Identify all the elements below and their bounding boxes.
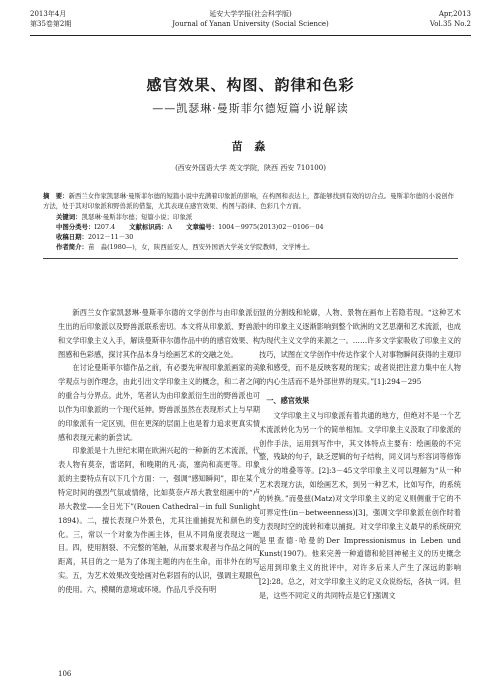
abstract — [43, 191, 458, 211]
header-issue: 第35卷第2期 — [30, 20, 72, 28]
header-journal-en: Journal of Yanan University (Social Science) — [172, 20, 329, 28]
paragraph: 文学印象主义与印象派有着共通的地方，但绝对不是一个艺术流派转化为另一个的简单相加。文学印象主义汲取了印象派的创作手法，运用到写作中，其文体特点主要有：绘画般的不完整，残缺的句子，缺乏逻辑的句子结构，同义词与形容词等修饰成分的堆叠等等。[2]:3－45文学印象主义可以理解为“从一种艺术表现方法，如绘画艺术，到另一种艺术，比如写作，的系统的转换。”而曼兹(Matz)对文学印象主义的定义则侧重于它的不可界定性(in－betweenness)[3]，强调文学印象派在创作时着力表现时空的流转和难以捕捉。对文学印象主义最早的系统研究是里查德·哈曼的Der Impressionismus in Leben und Kunst(1907)。他来完善一种道德和轮回神秘主义的历史概念运用到印象主义的批评中，对许多后来人产生了深远的影响[2]:28。总之，对文学印象主义的定义众说纷纭，各执一词。但是，这些不同定义的共同特点是它们强调文 — [259, 410, 461, 600]
doc-label: 文献标识码： — [129, 223, 168, 231]
paper-subtitle: ——凯瑟琳·曼斯菲尔德短篇小说解读 — [152, 102, 349, 115]
header-date: 2013年4月 — [30, 10, 67, 18]
paragraph: 显的分割线和轮廓，人物、景物在画布上若隐若现。“这种艺术中的印象主义逐渐影响到整个欧洲的文艺思潮和艺术流派，也成为现代主义文学的来源之一。……许多文学家吸收了印象主义的技巧，试图在文学创作中传达作家个人对事物瞬间获得的主观印象和感受，而不是反映客观的现实；或者说把注意力集中在人物的内心生活而不是外部世界的现实。”[1]:294－295 — [259, 308, 461, 387]
received-text: 2012－11－30 — [87, 233, 134, 241]
doc-value: A — [167, 223, 173, 231]
article-label: 文章编号： — [186, 223, 219, 231]
divider — [43, 258, 458, 259]
author-affiliation: (西安外国语大学 英文学院，陕西 西安 710100) — [175, 164, 326, 172]
header-vol-en: Vol.35 No.2 — [429, 20, 471, 28]
header-date-en: Apr,2013 — [438, 10, 471, 18]
article-value: 1004－9975(2013)02－0106－04 — [218, 223, 324, 231]
abstract-label: 摘 要： — [43, 192, 69, 200]
body-column-right — [259, 306, 461, 603]
page-number: 106 — [58, 670, 72, 678]
author-bio — [56, 242, 458, 252]
paragraph: 印象派是十九世纪末期在欧洲兴起的一种新的艺术流派，代表人物有莫奈，雷诺阿，和晚期的凡·高，塞尚和高更等。印象派的主要特点有以下几个方面：一，强调“感知瞬间”，即在某个特定时间的强烈气氛或情绪，比如莫奈卢昂大教堂组画中的“卢昂大教堂——全日光下”(Rouen Cathedral－in full Sunlight 1894)。二，擅长表现户外景色，尤其注重捕捉光和颜色的变化。三，常以一个对象为作画主体，但从不同角度表现这一题目。四，使用割裂、不完整的笔触，从而要求观者与作品之间的距离，其目的之一是为了体现主题的内在生命，而非外在的写实。五，为艺术效果改变绘画对色彩固有的认识，强调主观眼色的使用。六，模糊的意境或环境。作品几乎没有明 — [58, 446, 260, 594]
paragraph: 新西兰女作家凯瑟琳·曼斯菲尔德的文学创作与由印象派衍生出的后印象派以及野兽派联系密切。本文将从印象派、野兽派和文学印象主义入手，解读曼斯菲尔德作品中的的感官效果、构图感和色彩感，探讨其作品本身与绘画艺术的交融之处。 — [58, 308, 260, 359]
clc-label: 中图分类号： — [56, 223, 95, 231]
keywords-label: 关键词： — [56, 213, 82, 221]
clc-value: I207.4 — [94, 223, 116, 231]
body-column-left — [58, 306, 260, 597]
header-journal-cn: 延安大学学报(社会科学版) — [209, 10, 292, 18]
classification — [56, 222, 458, 232]
received-label: 收稿日期： — [56, 233, 88, 241]
header-right — [430, 9, 471, 29]
header-center — [30, 9, 471, 29]
author-bio-label: 作者简介： — [56, 243, 88, 251]
keywords-text: 凯瑟琳·曼斯菲尔德；短篇小说；印象派 — [81, 213, 193, 221]
running-header — [30, 9, 471, 36]
section-heading: 一、感官效果 — [266, 396, 310, 406]
paper-author: 苗 淼 — [231, 140, 270, 153]
author-bio-text: 苗 淼(1980—)，女，陕西延安人，西安外国语大学英文学院教师，文学博士。 — [87, 243, 314, 251]
abstract-text: 新西兰女作家凯瑟琳·曼斯菲尔德的短篇小说中充满着印象派的影响，在构图和表达上，都能够找到有效的切合点。曼斯菲尔德的小说创作方法，处于其对印象派和野兽派的借鉴，尤其表现在感官效果、构图与韵律、色彩几个方面。 — [43, 192, 455, 210]
received-date — [56, 232, 458, 242]
paper-title: 感官效果、构图、韵律和色彩 — [146, 76, 355, 94]
keywords — [56, 212, 458, 222]
paragraph: 在讨论曼斯菲尔德作品之前，有必要先审视印象派画家的美学观点与创作理念，由此引出文学印象主义的概念，和二者之间的重合与分界点。此外，笔者认为由印象派衍生出的野兽派也可以作为印象派的一个现代延伸。野兽派虽然在表现形式上与早期的印象派有一定区别，但在更深的层面上也是着力追求更真实情感和表现元素的新尝试。 — [58, 363, 260, 442]
